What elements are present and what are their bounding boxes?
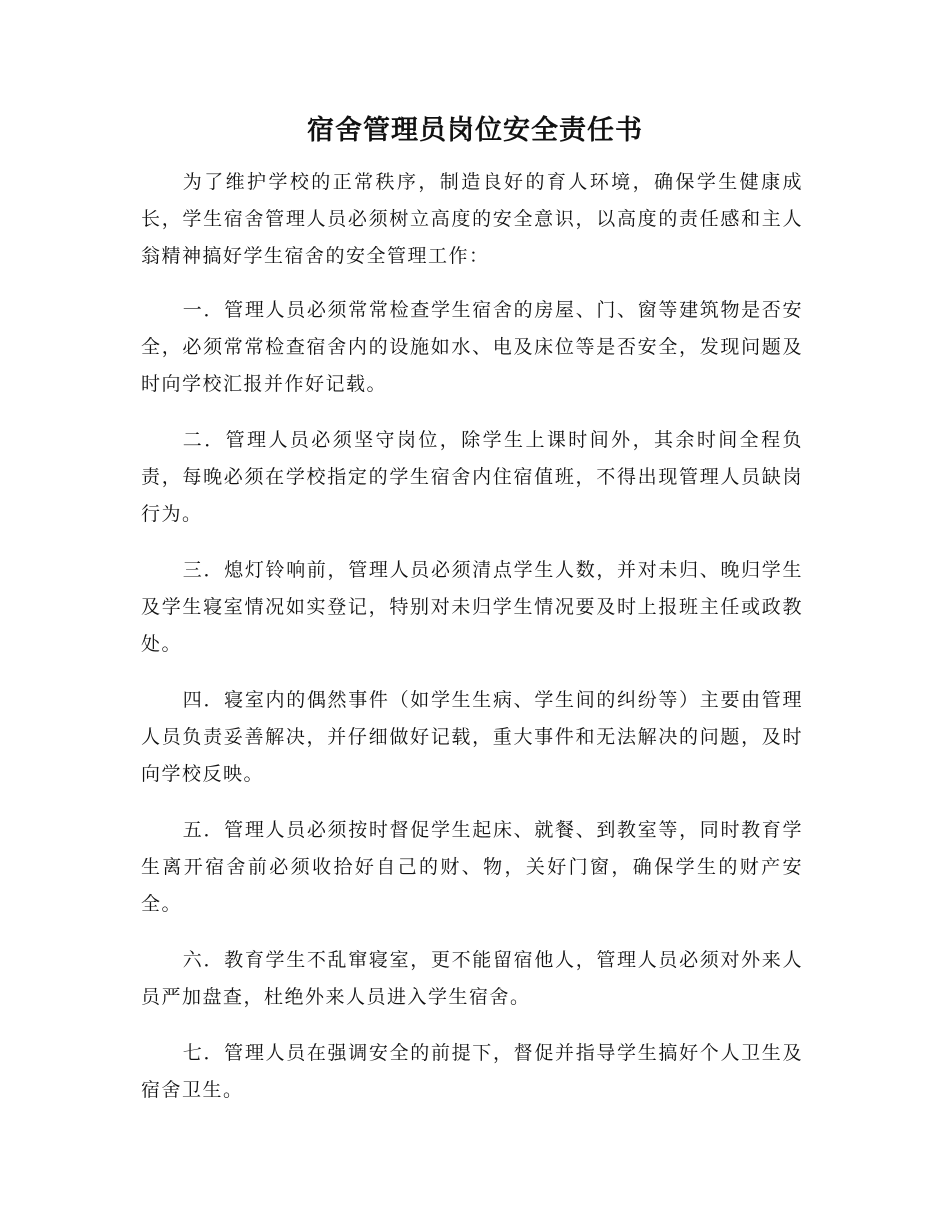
item-1-paragraph: 一．管理人员必须常常检查学生宿舍的房屋、门、窗等建筑物是否安全，必须常常检查宿舍内的设施如水、电及床位等是否安全，发现问题及时向学校汇报并作好记载。 bbox=[141, 299, 803, 395]
document-body bbox=[141, 164, 803, 1128]
document-title: 宿舍管理员岗位安全责任书 bbox=[307, 115, 643, 146]
item-2-paragraph: 二．管理人员必须坚守岗位，除学生上课时间外，其余时间全程负责，每晚必须在学校指定的学生宿舍内住宿值班，不得出现管理人员缺岗行为。 bbox=[141, 429, 803, 525]
item-5-paragraph: 五．管理人员必须按时督促学生起床、就餐、到教室等，同时教育学生离开宿舍前必须收拾好自己的财、物，关好门窗，确保学生的财产安全。 bbox=[141, 819, 803, 915]
item-4-paragraph: 四．寝室内的偶然事件（如学生生病、学生间的纠纷等）主要由管理人员负责妥善解决，并仔细做好记载，重大事件和无法解决的问题，及时向学校反映。 bbox=[141, 689, 803, 785]
intro-paragraph: 为了维护学校的正常秩序，制造良好的育人环境，确保学生健康成长，学生宿舍管理人员必须树立高度的安全意识，以高度的责任感和主人翁精神搞好学生宿舍的安全管理工作： bbox=[141, 171, 803, 267]
item-7-paragraph: 七．管理人员在强调安全的前提下，督促并指导学生搞好个人卫生及宿舍卫生。 bbox=[141, 1042, 803, 1101]
item-3-paragraph: 三．熄灯铃响前，管理人员必须清点学生人数，并对未归、晚归学生及学生寝室情况如实登记，特别对未归学生情况要及时上报班主任或政教处。 bbox=[141, 559, 803, 655]
item-6-paragraph: 六．教育学生不乱窜寝室，更不能留宿他人，管理人员必须对外来人员严加盘查，杜绝外来人员进入学生宿舍。 bbox=[141, 949, 803, 1008]
